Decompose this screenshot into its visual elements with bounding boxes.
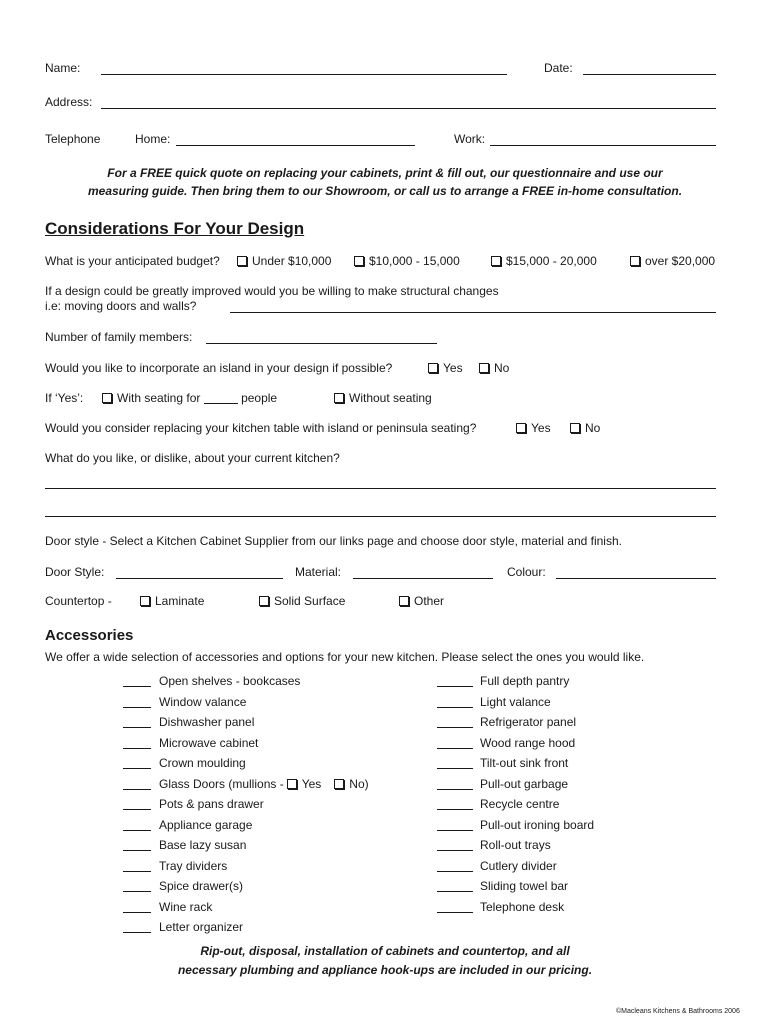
accessory-label: Letter organizer bbox=[159, 920, 244, 934]
date-label: Date: bbox=[544, 61, 573, 75]
address-label: Address: bbox=[45, 95, 93, 109]
accessory-item bbox=[480, 797, 559, 811]
with-seating-option[interactable]: With seating for people bbox=[102, 391, 277, 405]
accessory-item bbox=[480, 818, 594, 832]
accessory-check-blank[interactable] bbox=[437, 912, 473, 913]
like-dislike-answer-line-1[interactable] bbox=[45, 488, 716, 489]
accessory-item bbox=[159, 695, 246, 709]
date-field[interactable] bbox=[583, 74, 716, 75]
door-style-label: Door Style: bbox=[45, 565, 105, 579]
accessory-label: Open shelves - bookcases bbox=[159, 674, 301, 688]
structural-answer-field[interactable] bbox=[230, 312, 716, 313]
accessory-item bbox=[480, 736, 575, 750]
accessory-label: Pull-out ironing board bbox=[480, 818, 595, 832]
checkbox-icon[interactable] bbox=[399, 596, 409, 606]
accessory-check-blank[interactable] bbox=[123, 748, 151, 749]
accessory-label: Microwave cabinet bbox=[159, 736, 259, 750]
intro-line-1: For a FREE quick quote on replacing your cabinets, print & fill out, our questionnaire and use our bbox=[107, 166, 663, 180]
accessory-check-blank[interactable] bbox=[437, 850, 473, 851]
accessory-check-blank[interactable] bbox=[437, 768, 473, 769]
accessory-check-blank[interactable] bbox=[123, 727, 151, 728]
accessory-label: Wood range hood bbox=[480, 736, 576, 750]
accessory-item bbox=[159, 859, 227, 873]
checkbox-icon[interactable] bbox=[259, 596, 269, 606]
home-phone-label: Home: bbox=[135, 132, 171, 146]
accessory-label: Base lazy susan bbox=[159, 838, 247, 852]
replace-table-no-option[interactable]: No bbox=[570, 421, 600, 435]
accessory-item bbox=[159, 838, 246, 852]
accessory-check-blank[interactable] bbox=[123, 707, 151, 708]
accessory-check-blank[interactable] bbox=[437, 686, 473, 687]
accessory-item bbox=[480, 715, 576, 729]
structural-question-line-1: If a design could be greatly improved would you be willing to make structural changes bbox=[45, 284, 499, 298]
island-yes-option[interactable]: Yes bbox=[428, 361, 463, 375]
accessory-label: Telephone desk bbox=[480, 900, 565, 914]
door-style-field[interactable] bbox=[116, 578, 283, 579]
accessory-check-blank[interactable] bbox=[123, 809, 151, 810]
colour-field[interactable] bbox=[556, 578, 716, 579]
accessory-label: Pots & pans drawer bbox=[159, 797, 264, 811]
accessories-title: Accessories bbox=[45, 627, 134, 644]
accessory-label: Dishwasher panel bbox=[159, 715, 255, 729]
replace-table-question: Would you consider replacing your kitchen table with island or peninsula seating? bbox=[45, 421, 477, 435]
countertop-solid-surface-option[interactable]: Solid Surface bbox=[259, 594, 345, 608]
budget-question: What is your anticipated budget? bbox=[45, 254, 220, 268]
accessory-label: Pull-out garbage bbox=[480, 777, 569, 791]
accessory-item bbox=[480, 900, 564, 914]
address-field[interactable] bbox=[101, 108, 716, 109]
checkbox-icon[interactable] bbox=[287, 779, 297, 789]
accessory-check-blank[interactable] bbox=[123, 850, 151, 851]
family-members-label: Number of family members: bbox=[45, 330, 193, 344]
accessory-check-blank[interactable] bbox=[437, 748, 473, 749]
material-field[interactable] bbox=[353, 578, 493, 579]
accessory-label: Full depth pantry bbox=[480, 674, 570, 688]
accessory-label: Crown moulding bbox=[159, 756, 246, 770]
accessory-check-blank[interactable] bbox=[123, 830, 151, 831]
accessory-item bbox=[480, 756, 568, 770]
accessory-check-blank[interactable] bbox=[437, 871, 473, 872]
countertop-laminate-option[interactable]: Laminate bbox=[140, 594, 204, 608]
accessory-item bbox=[159, 715, 254, 729]
accessory-item bbox=[480, 838, 551, 852]
checkbox-icon[interactable] bbox=[140, 596, 150, 606]
accessories-intro: We offer a wide selection of accessories and options for your new kitchen. Please select the ones you would like. bbox=[45, 650, 645, 664]
accessory-item bbox=[159, 818, 252, 832]
accessory-item bbox=[159, 736, 258, 750]
accessory-check-blank[interactable] bbox=[437, 891, 473, 892]
accessory-label: Light valance bbox=[480, 695, 551, 709]
accessory-label: Recycle centre bbox=[480, 797, 560, 811]
accessory-label: Tray dividers bbox=[159, 859, 228, 873]
name-field[interactable] bbox=[101, 74, 507, 75]
checkbox-icon[interactable] bbox=[570, 423, 580, 433]
accessory-label: Roll-out trays bbox=[480, 838, 551, 852]
home-phone-field[interactable] bbox=[176, 145, 415, 146]
design-section-title: Considerations For Your Design bbox=[45, 219, 305, 238]
accessory-item bbox=[480, 879, 568, 893]
accessory-item bbox=[159, 879, 243, 893]
budget-option-15000-20000[interactable]: $15,000 - 20,000 bbox=[491, 254, 597, 268]
accessory-label: Sliding towel bar bbox=[480, 879, 569, 893]
accessory-label: Spice drawer(s) bbox=[159, 879, 244, 893]
budget-option-over-20000[interactable]: over $20,000 bbox=[630, 254, 715, 268]
accessory-check-blank[interactable] bbox=[437, 809, 473, 810]
material-label: Material: bbox=[295, 565, 342, 579]
accessory-check-blank[interactable] bbox=[123, 789, 151, 790]
accessory-label: Tilt-out sink front bbox=[480, 756, 569, 770]
colour-label: Colour: bbox=[507, 565, 546, 579]
accessory-check-blank[interactable] bbox=[123, 768, 151, 769]
checkbox-icon[interactable] bbox=[334, 393, 344, 403]
accessory-item bbox=[480, 777, 568, 791]
accessory-label: Appliance garage bbox=[159, 818, 253, 832]
copyright: ©Macleans Kitchens & Bathrooms 2006 bbox=[616, 1008, 740, 1015]
accessory-check-blank[interactable] bbox=[437, 707, 473, 708]
footer-line-2: necessary plumbing and appliance hook-ups are included in our pricing. bbox=[177, 963, 593, 977]
seating-count-field[interactable] bbox=[204, 392, 238, 404]
accessory-item bbox=[480, 695, 551, 709]
checkbox-icon[interactable] bbox=[237, 256, 247, 266]
footer-line-1: Rip-out, disposal, installation of cabinets and countertop, and all bbox=[200, 944, 570, 958]
accessory-item bbox=[159, 756, 246, 770]
checkbox-icon[interactable] bbox=[334, 779, 344, 789]
checkbox-icon[interactable] bbox=[516, 423, 526, 433]
like-dislike-question: What do you like, or dislike, about your current kitchen? bbox=[45, 451, 340, 465]
family-members-field[interactable] bbox=[206, 343, 437, 344]
accessory-label: Window valance bbox=[159, 695, 247, 709]
checkbox-icon[interactable] bbox=[491, 256, 501, 266]
accessory-check-blank[interactable] bbox=[437, 830, 473, 831]
checkbox-icon[interactable] bbox=[479, 363, 489, 373]
if-yes-label: If ‘Yes’: bbox=[45, 391, 84, 405]
door-style-instruction: Door style - Select a Kitchen Cabinet Supplier from our links page and choose door style, material and finish. bbox=[45, 534, 622, 548]
accessory-item bbox=[159, 900, 212, 914]
countertop-other-option[interactable]: Other bbox=[399, 594, 444, 608]
work-phone-field[interactable] bbox=[490, 145, 716, 146]
telephone-label: Telephone bbox=[45, 132, 101, 146]
accessory-item bbox=[159, 797, 264, 811]
accessory-check-blank[interactable] bbox=[123, 686, 151, 687]
accessory-item bbox=[159, 674, 300, 688]
accessory-label: Wine rack bbox=[159, 900, 213, 914]
accessory-check-blank[interactable] bbox=[123, 912, 151, 913]
island-no-option[interactable]: No bbox=[479, 361, 509, 375]
checkbox-icon[interactable] bbox=[630, 256, 640, 266]
accessory-item bbox=[480, 859, 557, 873]
checkbox-icon[interactable] bbox=[354, 256, 364, 266]
island-question: Would you like to incorporate an island in your design if possible? bbox=[45, 361, 393, 375]
accessory-label: Cutlery divider bbox=[480, 859, 557, 873]
accessory-label: Glass Doors (mullions - bbox=[159, 777, 284, 791]
like-dislike-answer-line-2[interactable] bbox=[45, 516, 716, 517]
accessory-item bbox=[480, 674, 569, 688]
countertop-label: Countertop - bbox=[45, 594, 112, 608]
budget-option-under-10000[interactable]: Under $10,000 bbox=[237, 254, 331, 268]
accessory-check-blank[interactable] bbox=[123, 891, 151, 892]
glass-doors-yes-option[interactable]: Yes bbox=[287, 777, 322, 791]
glass-doors-no-option[interactable]: No) bbox=[334, 777, 368, 791]
intro-line-2: measuring guide. Then bring them to our Showroom, or call us to arrange a FREE in-home consultation. bbox=[87, 184, 683, 198]
accessory-label: Refrigerator panel bbox=[480, 715, 577, 729]
structural-question-line-2: i.e: moving doors and walls? bbox=[45, 299, 197, 313]
checkbox-icon[interactable] bbox=[102, 393, 112, 403]
accessory-check-blank[interactable] bbox=[437, 727, 473, 728]
checkbox-icon[interactable] bbox=[428, 363, 438, 373]
without-seating-option[interactable]: Without seating bbox=[334, 391, 432, 405]
budget-option-10000-15000[interactable]: $10,000 - 15,000 bbox=[354, 254, 460, 268]
work-phone-label: Work: bbox=[454, 132, 486, 146]
replace-table-yes-option[interactable]: Yes bbox=[516, 421, 551, 435]
accessory-item bbox=[159, 777, 369, 791]
accessory-check-blank[interactable] bbox=[123, 932, 151, 933]
accessory-check-blank[interactable] bbox=[123, 871, 151, 872]
accessory-item bbox=[159, 920, 243, 934]
accessory-check-blank[interactable] bbox=[437, 789, 473, 790]
name-label: Name: bbox=[45, 61, 81, 75]
